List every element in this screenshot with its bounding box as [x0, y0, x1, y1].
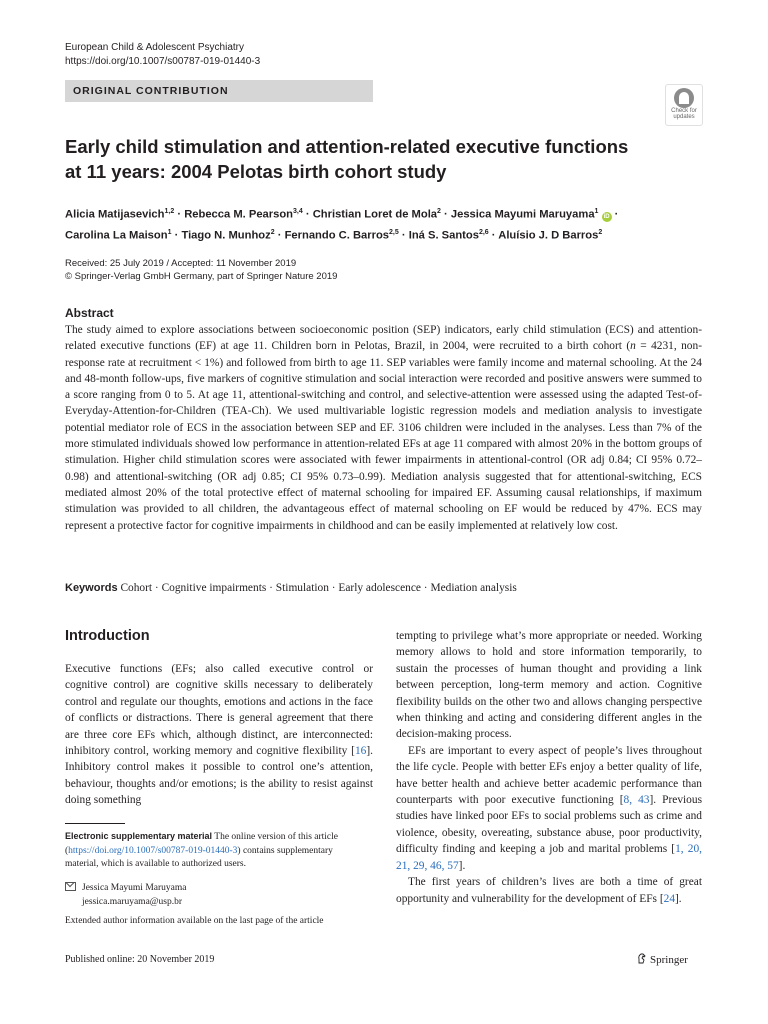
text-run: ]. Previous studies have linked poor EFs to social problems such as crime and violence, obesity, overeating, substance abuse, poor productivity, difficulty finding and keeping a job and marital problems [	[396, 794, 703, 856]
title-line-2: at 11 years: 2004 Pelotas birth cohort study	[65, 161, 447, 182]
left-column	[65, 661, 373, 809]
author-name[interactable]: Christian Loret de Mola	[312, 208, 438, 221]
author-name[interactable]: Carolina La Maison	[65, 229, 168, 242]
corr-name-line	[65, 882, 186, 896]
doi-link[interactable]: https://doi.org/10.1007/s00787-019-01440-3	[65, 56, 261, 67]
check-label-1: Check for	[671, 108, 697, 114]
check-label-2: updates	[673, 114, 695, 120]
keywords-label: Keywords	[65, 582, 118, 594]
text-run: The first years of children’s lives are both a time of great opportunity and vulnerability for the development of EFs [	[396, 876, 702, 905]
abstract-part: = 4231, non-response rate at recruitment < 1%) and followed from birth to age 11. SEP variables were family income and maternal schooling. At the 24 and 48-month follow-ups, five markers of cognitive stimulation and social interaction were recorded and positive answers were summed to a score ranging from 0 to 5. At age 11, attentional-switching and control, and selective-attention were assessed using the adapted Test-of-Everyday-Attention-for-Children (TEA-Ch). We used multivariable logistic regression models and mediation analysis to investigate potential mediator role of ECS in the association between SEP and EF. 3106 children were included in the analyses. Less than 7% of the more stimulated individuals showed low performance in attention-related EFs at age 11 compared with almost 20% in the bottom groups of stimulation. Higher child stimulation scores were associated with fewer impairments in attentional-control (OR adj 0.84; CI 95% 0.72–0.98) and attentional-switching (OR adj 0.85; CI 95% 0.73–0.99). Mediation analysis suggested that for attentional-switching, ECS mediated almost 20% of the total protective effect of maternal schooling for impaired EF. Assuming causal relationships, if maximum stimulation was provided to all children, the advantageous effect of maternal schooling on EF would be reduced by 47%. ECS may represent a protective factor for cognitive impairments in childhood and can be easily implemented at relatively low cost.	[65, 340, 702, 532]
paragraph	[396, 874, 702, 907]
author-name[interactable]: Alicia Matijasevich	[65, 208, 165, 221]
author-affiliation: 3,4	[293, 208, 303, 215]
citation-link[interactable]: 1, 20, 21, 29, 46, 57	[396, 843, 703, 872]
author-affiliation: 1	[167, 228, 172, 236]
esm-link[interactable]: https://doi.org/10.1007/s00787-019-01440-3	[68, 845, 238, 856]
orcid-icon[interactable]: iD	[603, 213, 610, 220]
text-run: ]. Inhibitory control makes it possible to control one’s attention, behaviour, thoughts and/or emotions; is the ability to resist against doing something	[65, 745, 373, 807]
received-accepted: Received: 25 July 2019 / Accepted: 11 November 2019	[65, 258, 297, 269]
paragraph	[65, 661, 373, 809]
author-affiliation: 1	[594, 208, 599, 215]
author-affiliation: 2	[437, 208, 441, 215]
author-name[interactable]: Rebecca M. Pearson	[184, 208, 294, 221]
corr-name: Jessica Mayumi Maruyama	[82, 883, 187, 893]
footnote-divider	[65, 823, 125, 824]
paragraph: tempting to privilege what’s more appropriate or needed. Working memory allows to hold and store information temporarily, to sustain the processes of human thought and providing a link between perception, long-term memory and action. Cognitive flexibility builds on the other two and allows changing perspective when thinking and acting and considering different angles in the decision-making process.	[396, 630, 702, 741]
author-line-2: Carolina La Maison$^1$ · Tiago N. Munhoz$^2$ · Fernando C. Barros$^{2,5}$ · Iná S. Santos$^{2,6}$ · Aluísio J. D Barros$^2$	[65, 228, 603, 242]
author-name[interactable]: Iná S. Santos	[408, 229, 479, 242]
citation-link[interactable]: 24	[663, 892, 676, 905]
publisher-logo[interactable]	[637, 953, 688, 966]
author-affiliation: 2,6	[478, 228, 489, 236]
article-title	[65, 134, 685, 184]
check-updates-icon	[674, 88, 694, 108]
text-run: The online version of this article (	[65, 832, 339, 856]
keywords-text: Cohort · Cognitive impairments · Stimulation · Early adolescence · Mediation analysis	[120, 582, 517, 594]
springer-horse-icon	[637, 953, 647, 964]
published-online: Published online: 20 November 2019	[65, 954, 215, 965]
journal-name: European Child & Adolescent Psychiatry	[65, 42, 244, 53]
title-line-1: Early child stimulation and attention-related executive functions	[65, 136, 629, 157]
citation-link[interactable]: 8, 43	[623, 794, 650, 807]
keywords	[65, 582, 517, 594]
text-run: ].	[675, 892, 682, 905]
section-banner: ORIGINAL CONTRIBUTION	[65, 80, 373, 102]
extended-info-note: Extended author information available on the last page of the article	[65, 916, 324, 926]
article-dates	[65, 257, 337, 283]
citation-link[interactable]: 16	[354, 745, 367, 758]
author-name[interactable]: Jessica Mayumi Maruyama	[450, 208, 595, 221]
author-line-1: Alicia Matijasevich$^{1,2}$ · Rebecca M. Pearson$^{3,4}$ · Christian Loret de Mola$^2$ · Jessica Mayumi Maruyama$^1$ iD ·	[65, 208, 619, 221]
author-affiliation: 1,2	[164, 208, 175, 215]
author-affiliation: 2	[270, 228, 275, 236]
corr-email[interactable]: jessica.maruyama@usp.br	[82, 896, 183, 907]
author-name[interactable]: Tiago N. Munhoz	[181, 229, 271, 242]
author-list	[65, 203, 705, 244]
abstract-text	[65, 322, 702, 534]
text-run: Executive functions (EFs; also called executive control or cognitive control) are cognitive skills necessary to deliberately control and regulate our thoughts, emotions and actions in the face of conflicts or distractions. There is general agreement that there are three core EFs which, although distinct, are interconnected: inhibitory control, working memory and cognitive flexibility [	[65, 663, 373, 758]
check-for-updates-badge[interactable]	[665, 84, 703, 126]
abstract-n: n	[630, 340, 636, 353]
author-affiliation: 2	[598, 228, 603, 236]
author-name[interactable]: Aluísio J. D Barros	[498, 229, 599, 242]
esm-label: Electronic supplementary material	[65, 831, 213, 841]
paragraph	[396, 743, 702, 874]
journal-header	[65, 41, 260, 69]
abstract-part: The study aimed to explore associations between socioeconomic position (SEP) indicators, early child stimulation (ECS) and attention-related executive functions (EF) at age 11. Children born in Pelotas, Brazil, in 2004, were recruited to a birth cohort (	[65, 324, 702, 353]
introduction-heading: Introduction	[65, 628, 150, 644]
publisher-name: Springer	[650, 954, 688, 966]
copyright: © Springer-Verlag GmbH Germany, part of Springer Nature 2019	[65, 271, 338, 282]
author-affiliation: 2,5	[389, 228, 399, 236]
supplementary-note	[65, 830, 365, 872]
text-run: ].	[458, 859, 466, 872]
text-run: ) contains supplementary material, which is available to authorized users.	[65, 845, 333, 869]
envelope-icon	[65, 882, 76, 891]
right-column	[396, 628, 702, 907]
text-run: EFs are important to every aspect of people’s lives throughout the life cycle. People with better EFs enjoy a better quality of life, have better health and achieve better academic performance than counterparts with poor executive functioning [	[396, 744, 702, 807]
author-name[interactable]: Fernando C. Barros	[284, 229, 390, 242]
corresponding-author	[65, 882, 186, 909]
abstract-heading: Abstract	[65, 306, 114, 320]
